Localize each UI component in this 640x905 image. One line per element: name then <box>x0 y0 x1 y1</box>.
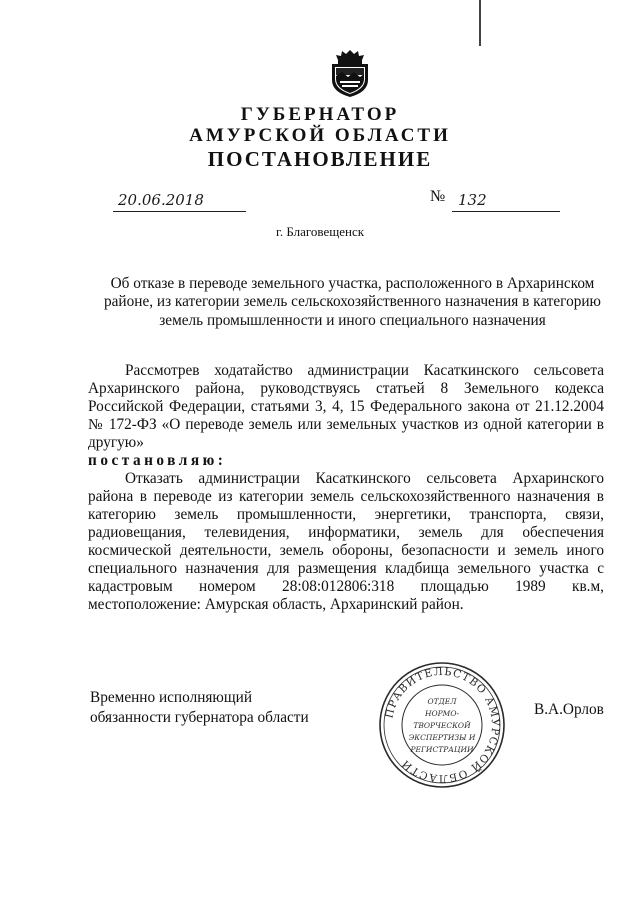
scan-artifact-mark <box>478 0 482 46</box>
official-stamp <box>377 660 507 790</box>
date-field <box>113 191 246 212</box>
stamp-line-2: НОРМО- <box>424 709 460 718</box>
stamp-line-5: РЕГИСТРАЦИИ <box>410 745 474 754</box>
signer-position-line1: Временно исполняющий <box>90 689 252 706</box>
operative-paragraph: Отказать администрации Касаткинского сельсовета Архаринского района в переводе из категории земель сельскохозяйственного назначения в категорию земель промышленности, энергетики, транспорта, связи, радиовещания, телевидения, информатики, земель для обеспечения космической деятельности, земель обороны, безопасности и земель иного специального назначения для размещения кладбища земельного участка с кадастровым номером 28:08:012806:318 площадью 1989 кв.м, местоположение: Амурская область, Архаринский район. <box>88 470 604 613</box>
number-field <box>452 191 560 212</box>
coat-of-arms-emblem <box>328 48 372 98</box>
document-type: ПОСТАНОВЛЕНИЕ <box>207 147 433 171</box>
issuer-title: ГУБЕРНАТОР <box>240 104 400 125</box>
preamble-paragraph: Рассмотрев ходатайство администрации Касаткинского сельсовета Архаринского района, руководствуясь статьей 8 Земельного кодекса Российской Федерации, статьями 3, 4, 15 Федерального закона от 21.12.2004 № 172-ФЗ «О переводе земель или земельных участков из одной категории в другую» <box>88 362 604 451</box>
signer-name: В.А.Орлов <box>534 701 604 718</box>
city-line: г. Благовещенск <box>275 224 365 239</box>
decree-body <box>88 362 604 614</box>
date-value: 20.06.2018 <box>118 191 204 209</box>
decide-keyword: постановляю: <box>88 452 227 469</box>
number-sign: № <box>430 188 446 205</box>
decree-subject: Об отказе в переводе земельного участка, расположенного в Архаринском районе, из категории земель сельскохозяйственного назначения в категорию земель промышленности и иного специального назначения <box>103 275 601 329</box>
signer-position <box>90 688 309 727</box>
stamp-outer-text: ПРАВИТЕЛЬСТВО АМУРСКОЙ ОБЛАСТИ <box>383 665 502 785</box>
stamp-line-4: ЭКСПЕРТИЗЫ И <box>408 733 476 742</box>
stamp-line-3: ТВОРЧЕСКОЙ <box>413 721 471 730</box>
number-value: 132 <box>458 191 487 209</box>
stamp-line-1: ОТДЕЛ <box>427 697 457 706</box>
signer-position-line2: обязанности губернатора области <box>90 708 309 726</box>
issuer-region: АМУРСКОЙ ОБЛАСТИ <box>189 125 451 146</box>
